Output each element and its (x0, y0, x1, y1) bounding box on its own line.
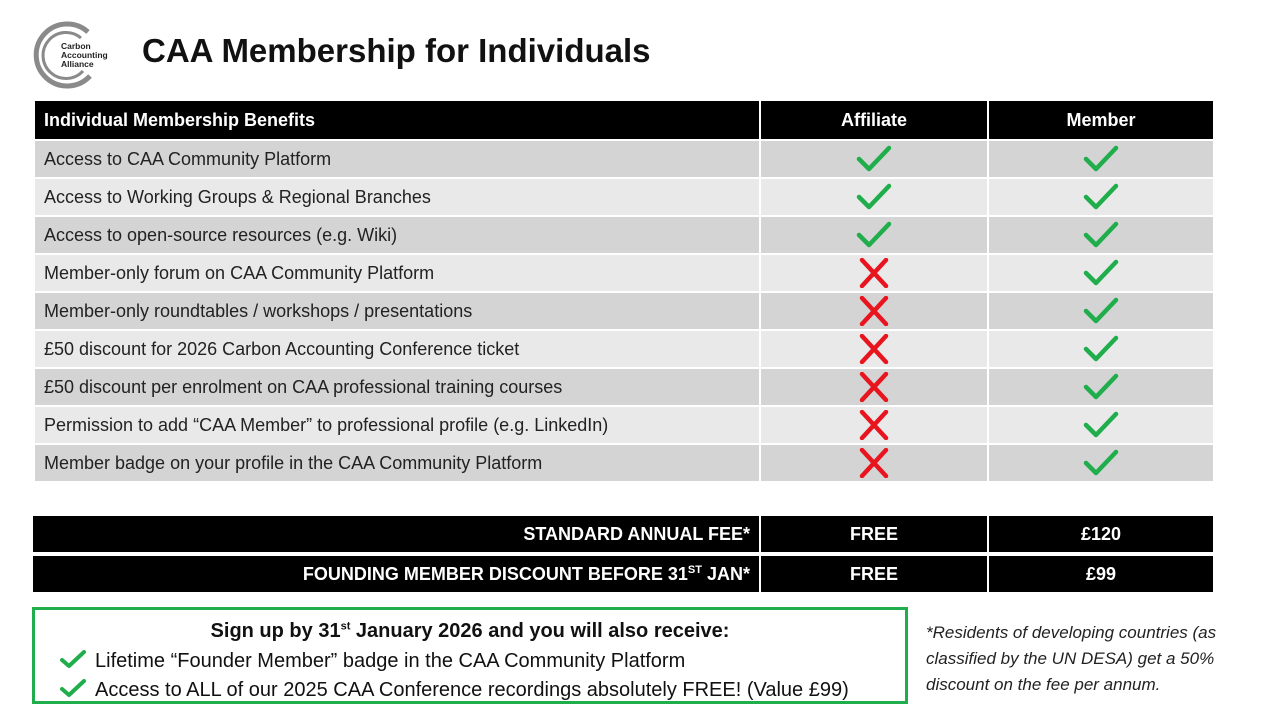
benefit-label: Access to CAA Community Platform (34, 140, 760, 178)
promo-heading-text: Sign up by 31 (210, 620, 341, 642)
affiliate-cell (760, 178, 988, 216)
member-cell (988, 368, 1214, 406)
page-title: CAA Membership for Individuals (142, 32, 651, 69)
check-icon (1083, 182, 1119, 212)
promo-item-text: Lifetime “Founder Member” badge in the CAA Community Platform (95, 650, 686, 672)
member-cell (988, 254, 1214, 292)
header-member: Member (988, 100, 1214, 140)
benefit-label: Permission to add “CAA Member” to professional profile (e.g. LinkedIn) (34, 406, 760, 444)
member-cell (988, 178, 1214, 216)
logo-text (61, 42, 131, 69)
table-row (34, 254, 1214, 292)
table-row (34, 330, 1214, 368)
founding-fee-affiliate: FREE (759, 556, 987, 592)
member-cell (988, 216, 1214, 254)
affiliate-cell (760, 140, 988, 178)
benefit-label: £50 discount per enrolment on CAA professional training courses (34, 368, 760, 406)
cross-icon (856, 334, 892, 364)
promo-heading-sup: st (340, 620, 351, 633)
affiliate-cell (760, 292, 988, 330)
benefit-label: Member-only forum on CAA Community Platform (34, 254, 760, 292)
standard-fee-affiliate: FREE (759, 516, 987, 552)
promo-heading (35, 620, 905, 643)
check-icon (856, 220, 892, 250)
cross-icon (856, 296, 892, 326)
logo-line: Alliance (61, 59, 94, 69)
promo-item (59, 677, 849, 702)
fees-table (33, 512, 1213, 596)
benefit-label: Access to open-source resources (e.g. Wiki) (34, 216, 760, 254)
affiliate-cell (760, 406, 988, 444)
cross-icon (856, 410, 892, 440)
check-icon (1083, 410, 1119, 440)
promo-item (59, 648, 685, 673)
affiliate-cell (760, 330, 988, 368)
affiliate-cell (760, 216, 988, 254)
cross-icon (856, 448, 892, 478)
promo-heading-end: January 2026 and you will also receive: (350, 620, 730, 642)
table-row (34, 216, 1214, 254)
member-cell (988, 406, 1214, 444)
check-icon (59, 648, 87, 670)
table-row (34, 292, 1214, 330)
benefit-label: Member-only roundtables / workshops / presentations (34, 292, 760, 330)
header-affiliate: Affiliate (760, 100, 988, 140)
table-row (34, 444, 1214, 482)
logo (28, 20, 148, 90)
check-icon (1083, 258, 1119, 288)
affiliate-cell (760, 444, 988, 482)
member-cell (988, 444, 1214, 482)
logo-line: Accounting (61, 50, 108, 60)
affiliate-cell (760, 254, 988, 292)
check-icon (1083, 296, 1119, 326)
member-cell (988, 140, 1214, 178)
discount-footnote: *Residents of developing countries (as classified by the UN DESA) get a 50% discount on the fee per annum. (926, 623, 1217, 694)
founding-fee-label (33, 556, 759, 592)
founding-label-end: JAN* (701, 563, 750, 584)
cross-icon (856, 258, 892, 288)
check-icon (1083, 448, 1119, 478)
founder-promo-box (32, 607, 908, 704)
affiliate-cell (760, 368, 988, 406)
check-icon (1083, 144, 1119, 174)
check-icon (59, 677, 87, 699)
table-row (34, 140, 1214, 178)
founding-fee-member: £99 (987, 556, 1213, 592)
check-icon (856, 182, 892, 212)
benefit-label: £50 discount for 2026 Carbon Accounting Conference ticket (34, 330, 760, 368)
benefit-label: Access to Working Groups & Regional Branches (34, 178, 760, 216)
table-header-row (34, 100, 1214, 140)
member-cell (988, 330, 1214, 368)
cross-icon (856, 372, 892, 402)
table-row (34, 368, 1214, 406)
promo-item-text: Access to ALL of our 2025 CAA Conference recordings absolutely FREE! (Value £99) (95, 679, 849, 701)
benefits-table (33, 99, 1215, 483)
check-icon (856, 144, 892, 174)
standard-fee-row (33, 516, 1213, 552)
logo-line: Carbon (61, 41, 91, 51)
header-benefits: Individual Membership Benefits (34, 100, 760, 140)
standard-fee-label: STANDARD ANNUAL FEE* (33, 516, 759, 552)
founding-label-sup: ST (687, 563, 702, 576)
check-icon (1083, 372, 1119, 402)
table-row (34, 178, 1214, 216)
founding-label-text: FOUNDING MEMBER DISCOUNT BEFORE 31 (302, 563, 688, 584)
benefit-label: Member badge on your profile in the CAA Community Platform (34, 444, 760, 482)
member-cell (988, 292, 1214, 330)
check-icon (1083, 220, 1119, 250)
table-row (34, 406, 1214, 444)
founding-fee-row (33, 556, 1213, 592)
check-icon (1083, 334, 1119, 364)
standard-fee-member: £120 (987, 516, 1213, 552)
